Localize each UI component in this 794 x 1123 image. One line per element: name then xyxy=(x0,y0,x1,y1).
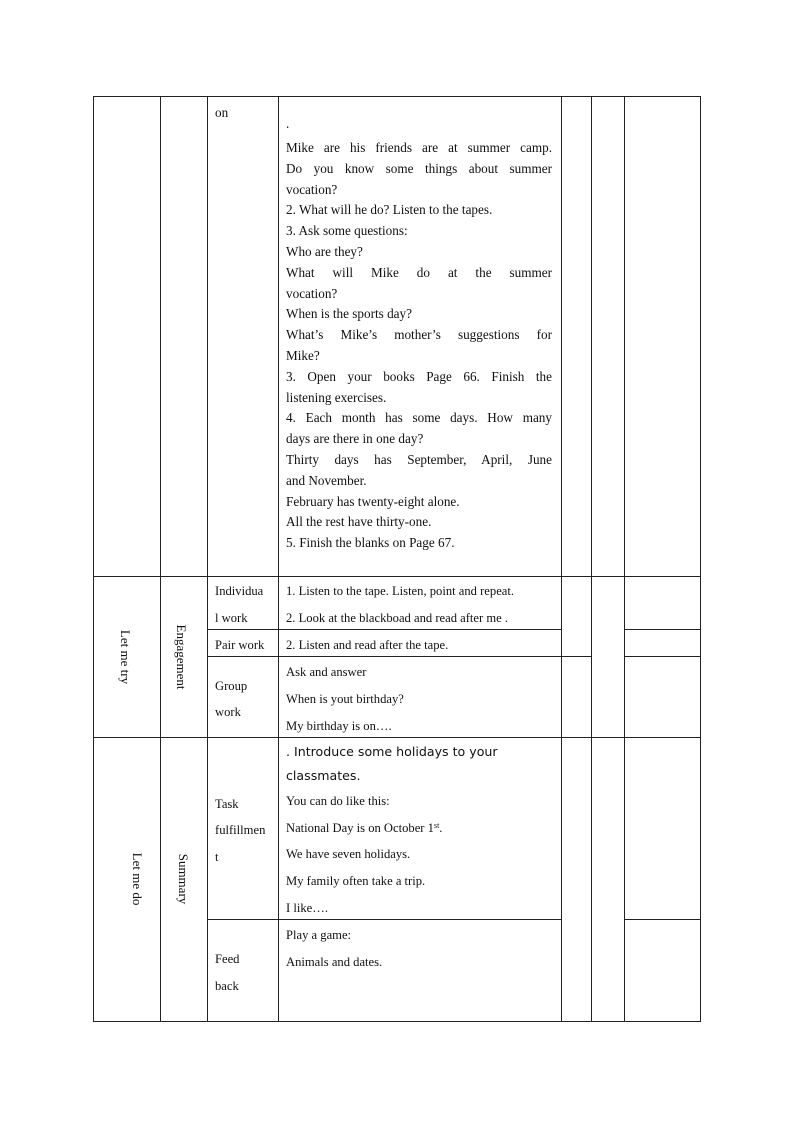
ordinal-suffix: st xyxy=(433,821,440,830)
table-right-border xyxy=(700,96,701,1022)
row-divider xyxy=(625,629,701,630)
procedure-line: All the rest have thirty-one. xyxy=(286,514,432,530)
procedure-line: and November. xyxy=(286,472,367,488)
individual-work-item: 1. Listen to the tape. Listen, point and repeat. xyxy=(286,584,515,598)
procedure-line: When is the sports day? xyxy=(286,306,412,322)
pair-work-label: Pair work xyxy=(215,638,265,652)
procedure-text xyxy=(286,138,552,554)
procedure-line: 3. Open your books Page 66. Finish the xyxy=(286,368,552,384)
group-work-item: When is yout birthday? xyxy=(286,692,404,706)
table-bottom-border xyxy=(93,1021,701,1022)
task-item: My family often take a trip. xyxy=(286,874,426,888)
procedure-line: 5. Finish the blanks on Page 67. xyxy=(286,535,455,551)
feedback-item: Play a game: xyxy=(286,928,352,942)
col-border xyxy=(160,96,161,1022)
stage-label-let-me-try: Let me try xyxy=(118,629,133,685)
individual-work-label-1: Individua xyxy=(215,584,264,598)
task-label-2: fulfillmen xyxy=(215,823,266,837)
col-border xyxy=(624,96,625,1022)
task-item-text: National Day is on October 1 xyxy=(286,821,434,835)
pair-work-item: 2. Listen and read after the tape. xyxy=(286,638,449,652)
row-divider xyxy=(93,576,701,577)
step-label-summary: Summary xyxy=(176,853,191,905)
task-item: We have seven holidays. xyxy=(286,847,411,861)
procedure-line: Do you know some things about summer xyxy=(286,160,552,176)
procedure-line: vocation? xyxy=(286,181,338,197)
procedure-line: vocation? xyxy=(286,285,338,301)
task-intro-line: classmates. xyxy=(286,768,361,783)
procedure-line: Who are they? xyxy=(286,243,363,259)
task-item: I like…. xyxy=(286,901,328,915)
row-divider xyxy=(625,656,701,657)
procedure-line: days are there in one day? xyxy=(286,431,424,447)
procedure-line: 4. Each month has some days. How many xyxy=(286,410,552,426)
table-top-border xyxy=(93,96,701,97)
procedure-line: Thirty days has September, April, June xyxy=(286,451,552,467)
task-item: You can do like this: xyxy=(286,794,390,808)
task-intro-line: . Introduce some holidays to your xyxy=(286,744,498,759)
procedure-line: 2. What will he do? Listen to the tapes. xyxy=(286,202,493,218)
bullet-dot: . xyxy=(286,116,290,131)
procedure-line: listening exercises. xyxy=(286,389,387,405)
stage-label-let-me-do: Let me do xyxy=(130,852,145,906)
procedure-line: What will Mike do at the summer xyxy=(286,264,552,280)
individual-work-label-2: l work xyxy=(215,611,248,625)
col-border xyxy=(93,96,94,1022)
procedure-line: Mike? xyxy=(286,347,320,363)
feedback-label-2: back xyxy=(215,979,239,993)
procedure-line: February has twenty-eight alone. xyxy=(286,493,460,509)
col-border xyxy=(561,96,562,1022)
step-label-engagement: Engagement xyxy=(174,624,189,690)
group-work-label-1: Group xyxy=(215,679,248,693)
individual-work-item: 2. Look at the blackboad and read after me . xyxy=(286,611,509,625)
row-divider xyxy=(207,919,561,920)
feedback-label-1: Feed xyxy=(215,952,240,966)
group-work-label-2: work xyxy=(215,705,241,719)
procedure-line: 3. Ask some questions: xyxy=(286,223,408,239)
task-item-period: . xyxy=(439,821,443,835)
row-divider xyxy=(93,737,701,738)
col-border xyxy=(591,96,592,1022)
row-divider xyxy=(625,919,701,920)
group-work-item: My birthday is on…. xyxy=(286,719,392,733)
procedure-line: What’s Mike’s mother’s suggestions for xyxy=(286,327,552,343)
col-border xyxy=(207,96,208,1022)
task-label-1: Task xyxy=(215,797,239,811)
task-item xyxy=(286,815,442,842)
col-border xyxy=(278,96,279,1022)
feedback-item: Animals and dates. xyxy=(286,955,383,969)
task-label-3: t xyxy=(215,850,219,864)
activity-label: on xyxy=(215,105,229,120)
procedure-line: Mike are his friends are at summer camp. xyxy=(286,140,552,155)
group-work-item: Ask and answer xyxy=(286,665,367,679)
